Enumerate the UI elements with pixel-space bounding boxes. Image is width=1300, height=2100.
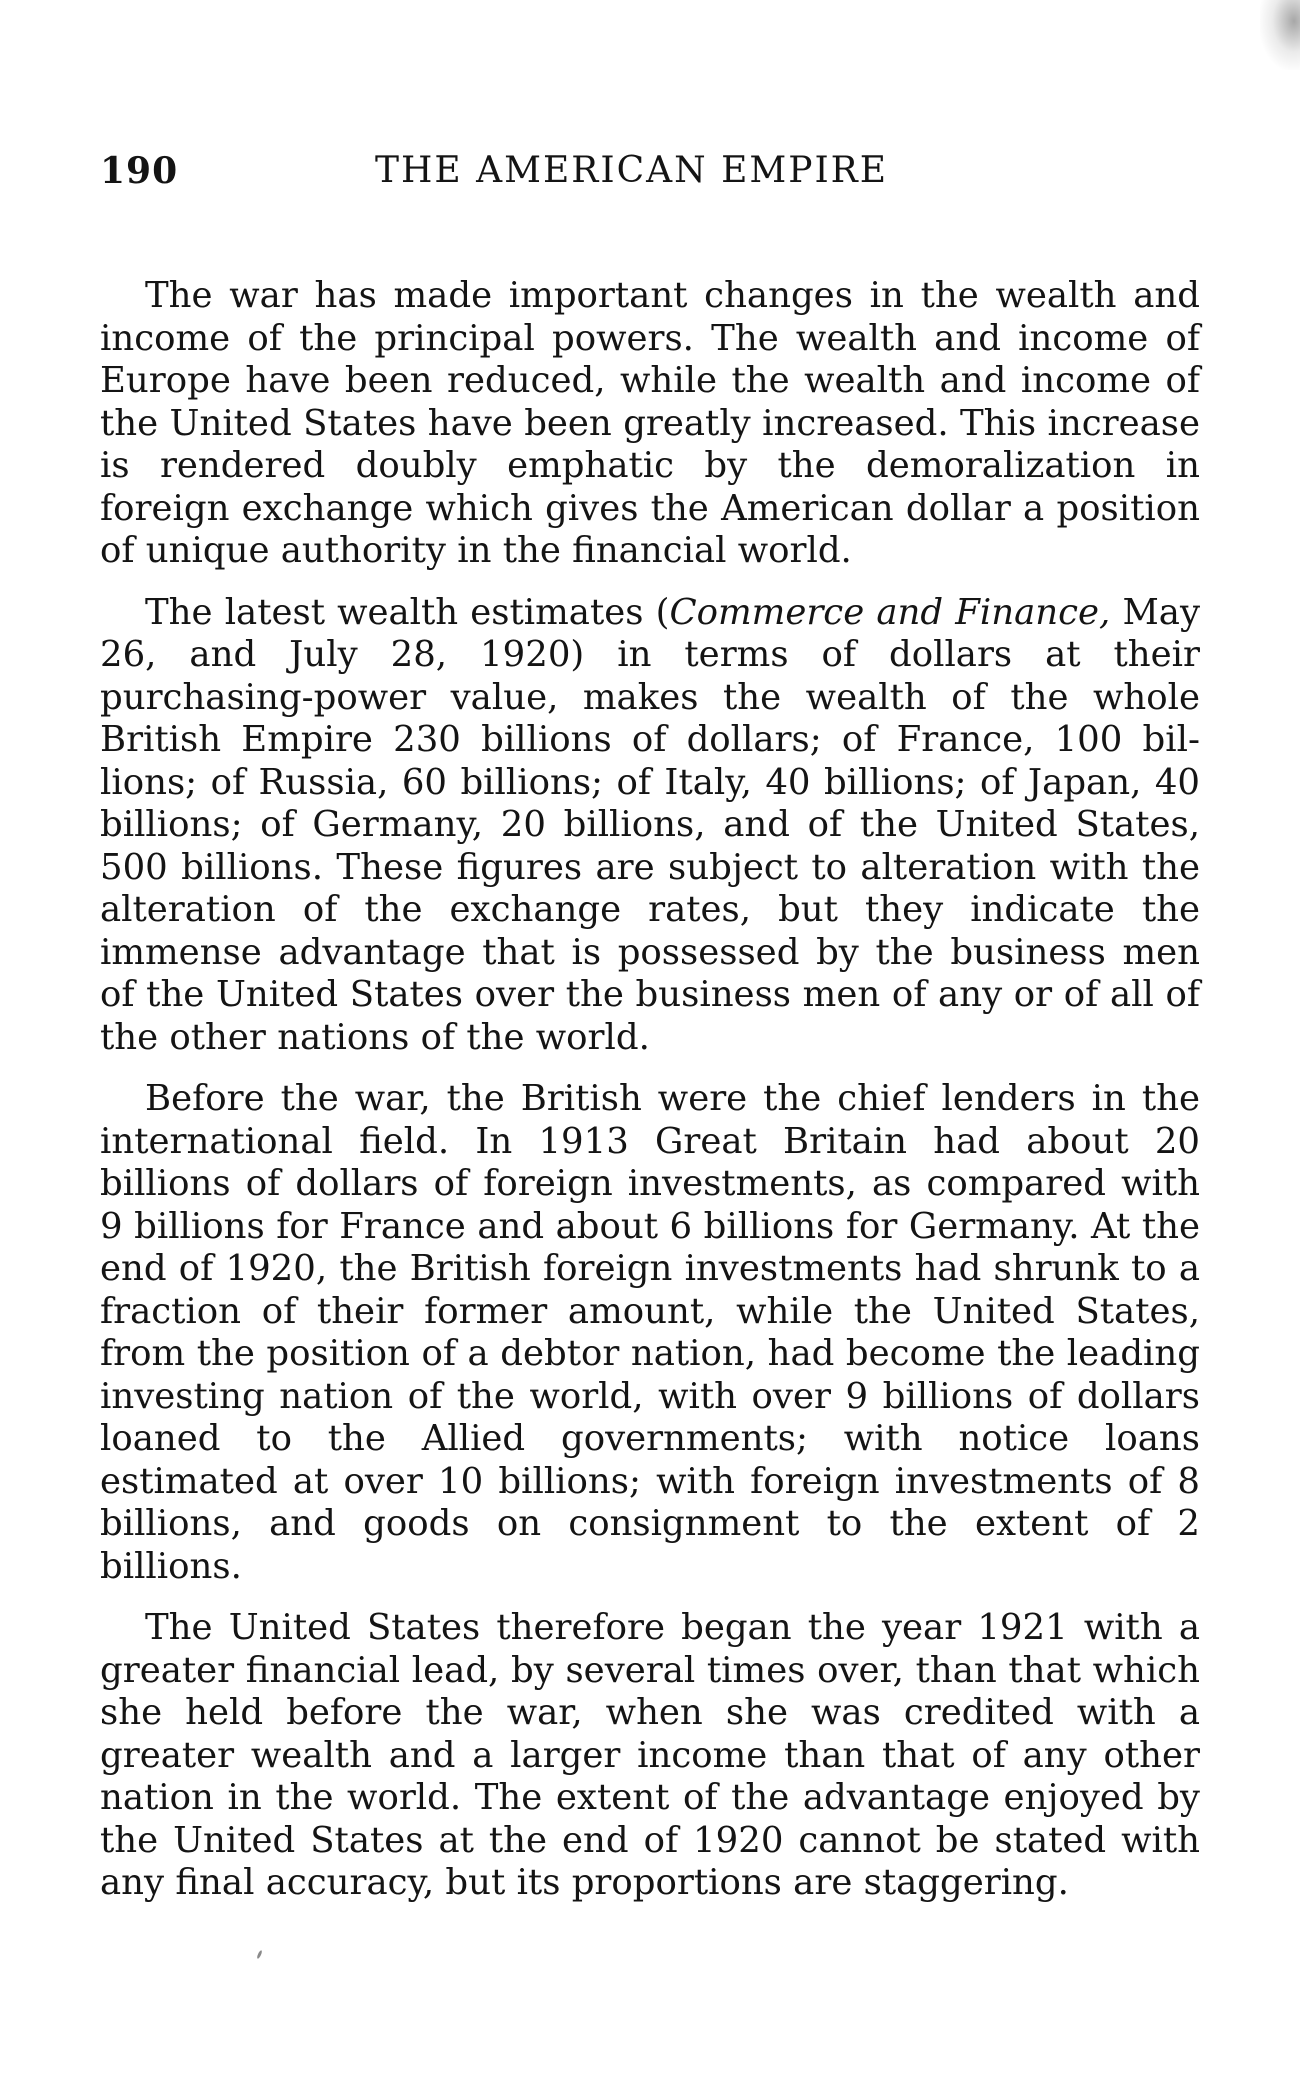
paragraph-text-start: The latest wealth estimates (	[145, 591, 670, 633]
paragraph-financial-lead: The United States therefore began the year 1921 with a greater financial lead, by several times over, than that which she held before the war, when she was credited with a greater wealth and a larger income than that of any other nation in the world. The extent of the advantage enjoyed by the United States at the end of 1920 cannot be stated with any final accuracy, but its proportions are staggering.	[100, 1607, 1200, 1903]
paragraph-foreign-investments: Before the war, the British were the chief lenders in the international field. In 1913 Great Britain had about 20 billions of dollars of foreign investments, as compared with 9 billions for France and about 6 billions for Germany. At the end of 1920, the British foreign investments had shrunk to a fraction of their former amount, while the United States, from the position of a debtor nation, had become the leading investing nation of the world, with over 9 billions of dollars loaned to the Allied governments; with notice loans estimated at over 10 billions; with foreign investments of 8 billions, and goods on consignment to the extent of 2 billions.	[100, 1078, 1200, 1587]
paragraph-wealth-estimates	[100, 592, 1200, 1060]
page-number: 190	[100, 150, 179, 192]
publication-title: Commerce and Finance,	[669, 591, 1111, 633]
body-text	[100, 275, 1200, 1924]
running-head	[100, 150, 1200, 210]
running-title: THE AMERICAN EMPIRE	[375, 150, 889, 191]
paragraph-text-rest: May 26, and July 28, 1920) in terms of dollars at their purchasing-power value, makes the wealth of the whole British Empire 230 billions of dollars; of France, 100 billions; of Russia, 60 billions; of Italy, 40 billions; of Japan, 40 billions; of Germany, 20 billions, and of the United States, 500 billions. These figures are subject to alteration with the alteration of the exchange rates, but they indicate the immense advantage that is possessed by the business men of the United States over the business men of any or of all of the other nations of the world.	[100, 591, 1201, 1058]
scan-edge-smudge	[1260, 0, 1300, 70]
scan-speck	[256, 1950, 263, 1959]
paragraph-wealth-changes: The war has made important changes in the wealth and income of the principal powers. The wealth and income of Europe have been reduced, while the wealth and income of the United States have been greatly increased. This increase is rendered doubly emphatic by the demoralization in foreign exchange which gives the American dollar a position of unique authority in the financial world.	[100, 275, 1200, 571]
